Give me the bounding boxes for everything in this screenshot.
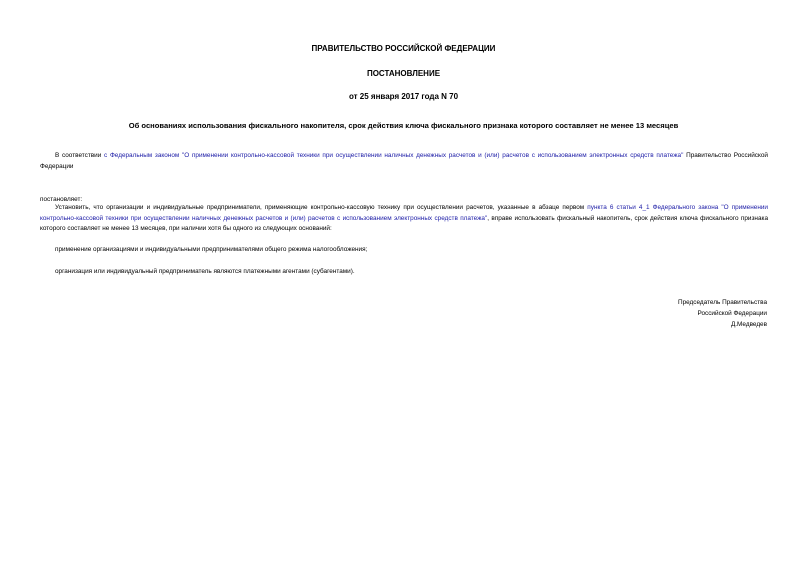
condition-item: применение организациями и индивидуальными предпринимателями общего режима налогообложения; (55, 246, 368, 253)
clause-prefix: Установить, что организации и индивидуальные предприниматели, применяющие контрольно-кассовую технику при осуществлении расчетов, указанные в абзаце первом (55, 204, 588, 211)
signature-name: Д.Медведев (730, 321, 767, 328)
preamble-paragraph (40, 151, 768, 172)
document-type: ПОСТАНОВЛЕНИЕ (366, 69, 441, 78)
preamble-suffix: Правительство Российской Федерации (40, 152, 768, 170)
signature-position: Председатель Правительства (678, 299, 767, 306)
document-title: Об основаниях использования фискального накопителя, срок действия ключа фискального признака которого составляет не менее 13 месяцев (128, 121, 679, 130)
article-link[interactable]: пункта 6 статьи 4_1 Федерального закона "О применении контрольно-кассовой техники при осуществлении наличных денежных расчетов и (или) расчетов с использованием электронных средств платежа" (40, 204, 768, 222)
clause-suffix: , вправе использовать фискальный накопитель, срок действия ключа фискального признака которого составляет не менее 13 месяцев, при наличии хотя бы одного из следующих оснований: (40, 214, 769, 232)
resolves-text: постановляет: (40, 196, 83, 203)
federal-law-link[interactable]: с Федеральным законом "О применении контрольно-кассовой техники при осуществлении наличных денежных расчетов и (или) расчетов с использованием электронных средств платежа" (104, 152, 684, 159)
clause-paragraph (40, 203, 768, 235)
signature-country: Российской Федерации (697, 310, 767, 317)
preamble-prefix: В соответствии (55, 152, 105, 159)
document-date-number: от 25 января 2017 года N 70 (348, 92, 459, 101)
condition-item: организация или индивидуальный предприниматель являются платежными агентами (субагентами). (55, 268, 355, 275)
government-heading: ПРАВИТЕЛЬСТВО РОССИЙСКОЙ ФЕДЕРАЦИИ (311, 44, 496, 53)
